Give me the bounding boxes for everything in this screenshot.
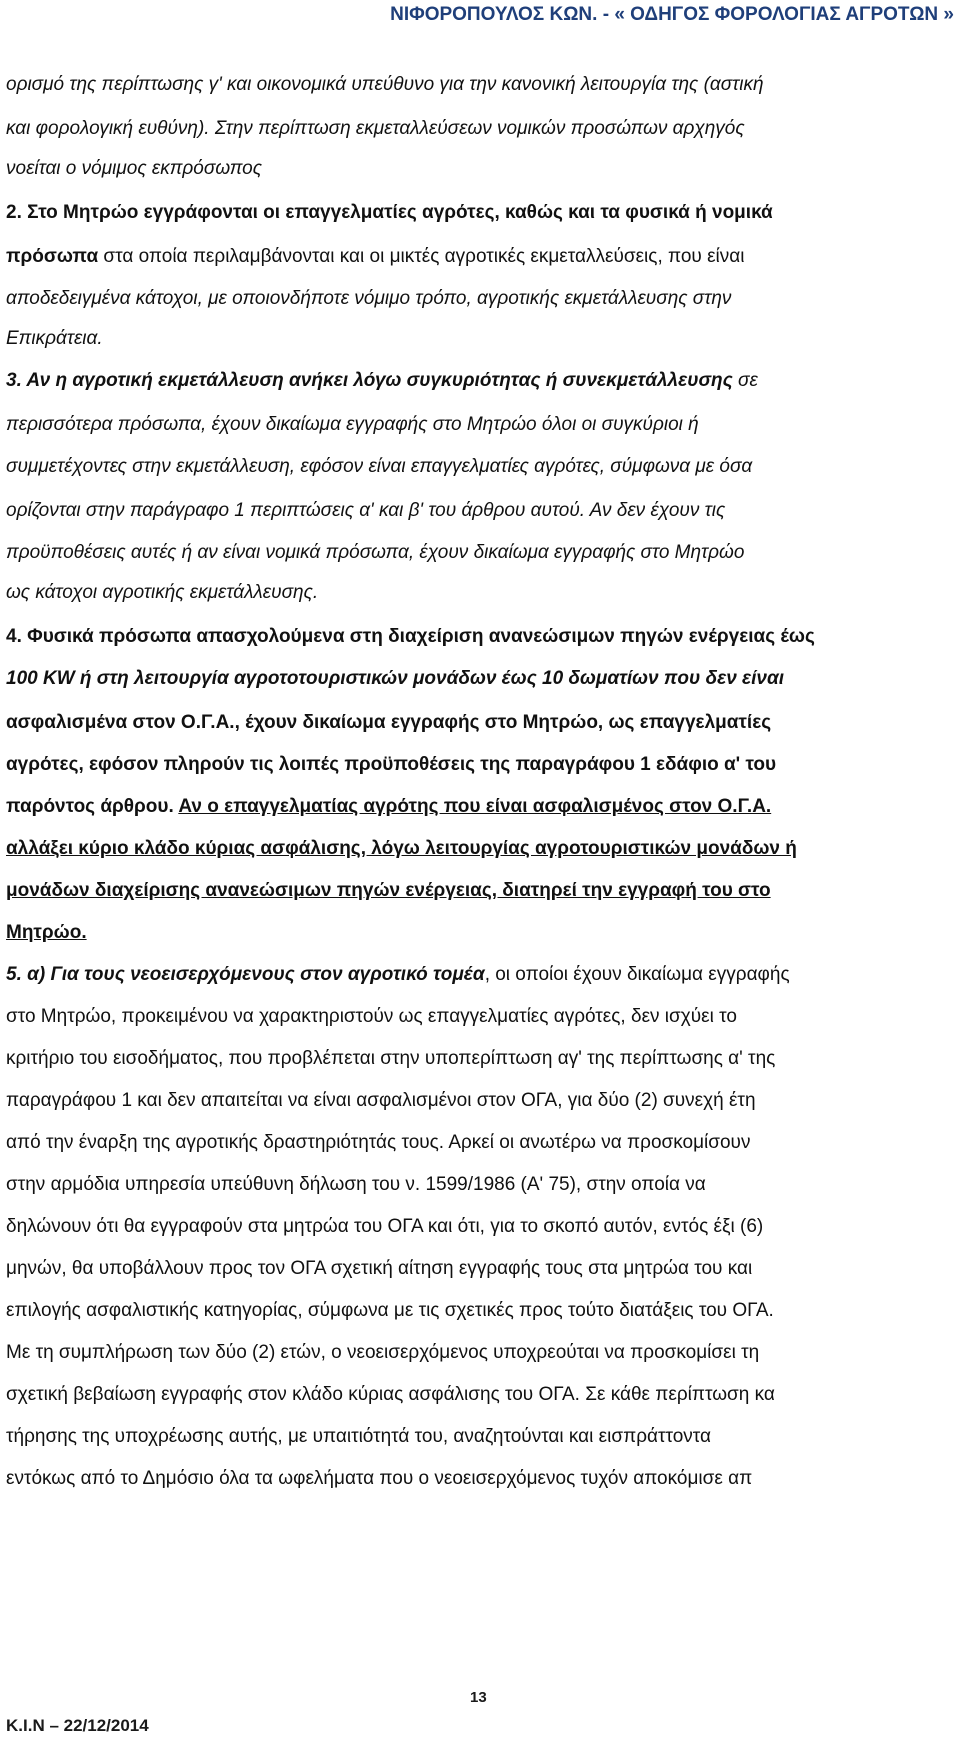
text-line: μονάδων διαχείρισης ανανεώσιμων πηγών ενέργειας, διατηρεί την εγγραφή του στο (6, 880, 771, 901)
footer-edition: Κ.Ι.Ν – 22/12/2014 (6, 1716, 149, 1735)
text-line: ως κάτοχοι αγροτικής εκμετάλλευσης. (6, 582, 319, 603)
text-span: παρόντος άρθρου. (6, 796, 174, 817)
text-line: ασφαλισμένα στον Ο.Γ.Α., έχουν δικαίωμα εγγραφής στο Μητρώο, ως επαγγελματίες (6, 712, 772, 733)
text-line: αγρότες, εφόσον πληρούν τις λοιπές προϋποθέσεις της παραγράφου 1 εδάφιο α' του (6, 754, 777, 775)
text-line: παραγράφου 1 και δεν απαιτείται να είναι ασφαλισμένοι στον ΟΓΑ, για δύο (2) συνεχή έτη (6, 1090, 756, 1111)
text-line: προϋποθέσεις αυτές ή αν είναι νομικά πρόσωπα, έχουν δικαίωμα εγγραφής στο Μητρώο (6, 542, 745, 563)
bold-span: 5. α) Για τους νεοεισερχόμενους στον αγροτικό τομέα (6, 964, 485, 985)
text-span: σε (732, 370, 758, 391)
running-header: ΝΙΦΟΡΟΠΟΥΛΟΣ ΚΩΝ. - « ΟΔΗΓΟΣ ΦΟΡΟΛΟΓΙΑΣ ΑΓΡΟΤΩΝ » (390, 4, 954, 25)
paragraph-2-heading: 2. Στο Μητρώο εγγράφονται οι επαγγελματίες αγρότες, καθώς και τα φυσικά ή νομικά (6, 202, 773, 223)
page-number: 13 (470, 1689, 487, 1706)
text-line: δηλώνουν ότι θα εγγραφούν στα μητρώα του ΟΓΑ και ότι, για το σκοπό αυτόν, εντός έξι (6) (6, 1216, 764, 1237)
text-line (6, 796, 771, 818)
text-line: συμμετέχοντες στην εκμετάλλευση, εφόσον είναι επαγγελματίες αγρότες, σύμφωνα με όσα (6, 456, 753, 477)
paragraph-5-heading (6, 964, 790, 986)
text-line: 100 KW ή στη λειτουργία αγροτοτουριστικών μονάδων έως 10 δωματίων που δεν είναι (6, 668, 785, 689)
text-line: ορίζονται στην παράγραφο 1 περιπτώσεις α' και β' του άρθρου αυτού. Αν δεν έχουν τις (6, 500, 726, 521)
text-line: κριτήριο του εισοδήματος, που προβλέπεται στην υποπερίπτωση αγ' της περίπτωσης α' της (6, 1048, 776, 1069)
text-line: και φορολογική ευθύνη). Στην περίπτωση εκμεταλλεύσεων νομικών προσώπων αρχηγός (6, 118, 745, 139)
text-line: στο Μητρώο, προκειμένου να χαρακτηριστούν ως επαγγελματίες αγρότες, δεν ισχύει το (6, 1006, 737, 1027)
text-line: στην αρμόδια υπηρεσία υπεύθυνη δήλωση του ν. 1599/1986 (Α' 75), στην οποία να (6, 1174, 706, 1195)
text-line: Επικράτεια. (6, 328, 103, 349)
text-line: εντόκως από το Δημόσιο όλα τα ωφελήματα που ο νεοεισερχόμενος τυχόν αποκόμισε απ (6, 1468, 753, 1489)
text-line (6, 246, 744, 268)
bold-span: πρόσωπα (6, 246, 99, 267)
paragraph-3-heading (6, 370, 758, 392)
text-line: σχετική βεβαίωση εγγραφής στον κλάδο κύριας ασφάλισης του ΟΓΑ. Σε κάθε περίπτωση κα (6, 1384, 775, 1405)
text-line: περισσότερα πρόσωπα, έχουν δικαίωμα εγγραφής στο Μητρώο όλοι οι συγκύριοι ή (6, 414, 699, 435)
text-line: αποδεδειγμένα κάτοχοι, με οποιονδήποτε νόμιμο τρόπο, αγροτικής εκμετάλλευσης στην (6, 288, 732, 309)
text-line: μηνών, θα υποβάλλουν προς τον ΟΓΑ σχετική αίτηση εγγραφής τους στα μητρώα του και (6, 1258, 753, 1279)
text-line: επιλογής ασφαλιστικής κατηγορίας, σύμφωνα με τις σχετικές προς τούτο διατάξεις του ΟΓΑ. (6, 1300, 774, 1321)
text-line: νοείται ο νόμιμος εκπρόσωπος (6, 158, 262, 179)
text-line: από την έναρξη της αγροτικής δραστηριότητάς τους. Αρκεί οι ανωτέρω να προσκομίσουν (6, 1132, 751, 1153)
text-span: , οι οποίοι έχουν δικαίωμα εγγραφής (484, 964, 790, 985)
text-span: στα οποία περιλαμβάνονται και οι μικτές αγροτικές εκμεταλλεύσεις, που είναι (98, 246, 745, 267)
paragraph-4-heading: 4. Φυσικά πρόσωπα απασχολούμενα στη διαχείριση ανανεώσιμων πηγών ενέργειας έως (6, 626, 815, 647)
bold-span: 3. Αν η αγροτική εκμετάλλευση ανήκει λόγω συγκυριότητας ή συνεκμετάλλευσης (6, 370, 733, 391)
text-line: ορισμό της περίπτωσης γ' και οικονομικά υπεύθυνο για την κανονική λειτουργία της (αστική (6, 74, 764, 95)
text-line: αλλάξει κύριο κλάδο κύριας ασφάλισης, λόγω λειτουργίας αγροτουριστικών μονάδων ή (6, 838, 797, 859)
text-line: τήρησης της υποχρέωσης αυτής, με υπαιτιότητά του, αναζητούνται και εισπράττοντα (6, 1426, 712, 1447)
text-line: Μητρώο. (6, 922, 87, 943)
underlined-span: Αν ο επαγγελματίας αγρότης που είναι ασφαλισμένος στον Ο.Γ.Α. (178, 796, 772, 817)
text-line: Με τη συμπλήρωση των δύο (2) ετών, ο νεοεισερχόμενος υποχρεούται να προσκομίσει τη (6, 1342, 760, 1363)
